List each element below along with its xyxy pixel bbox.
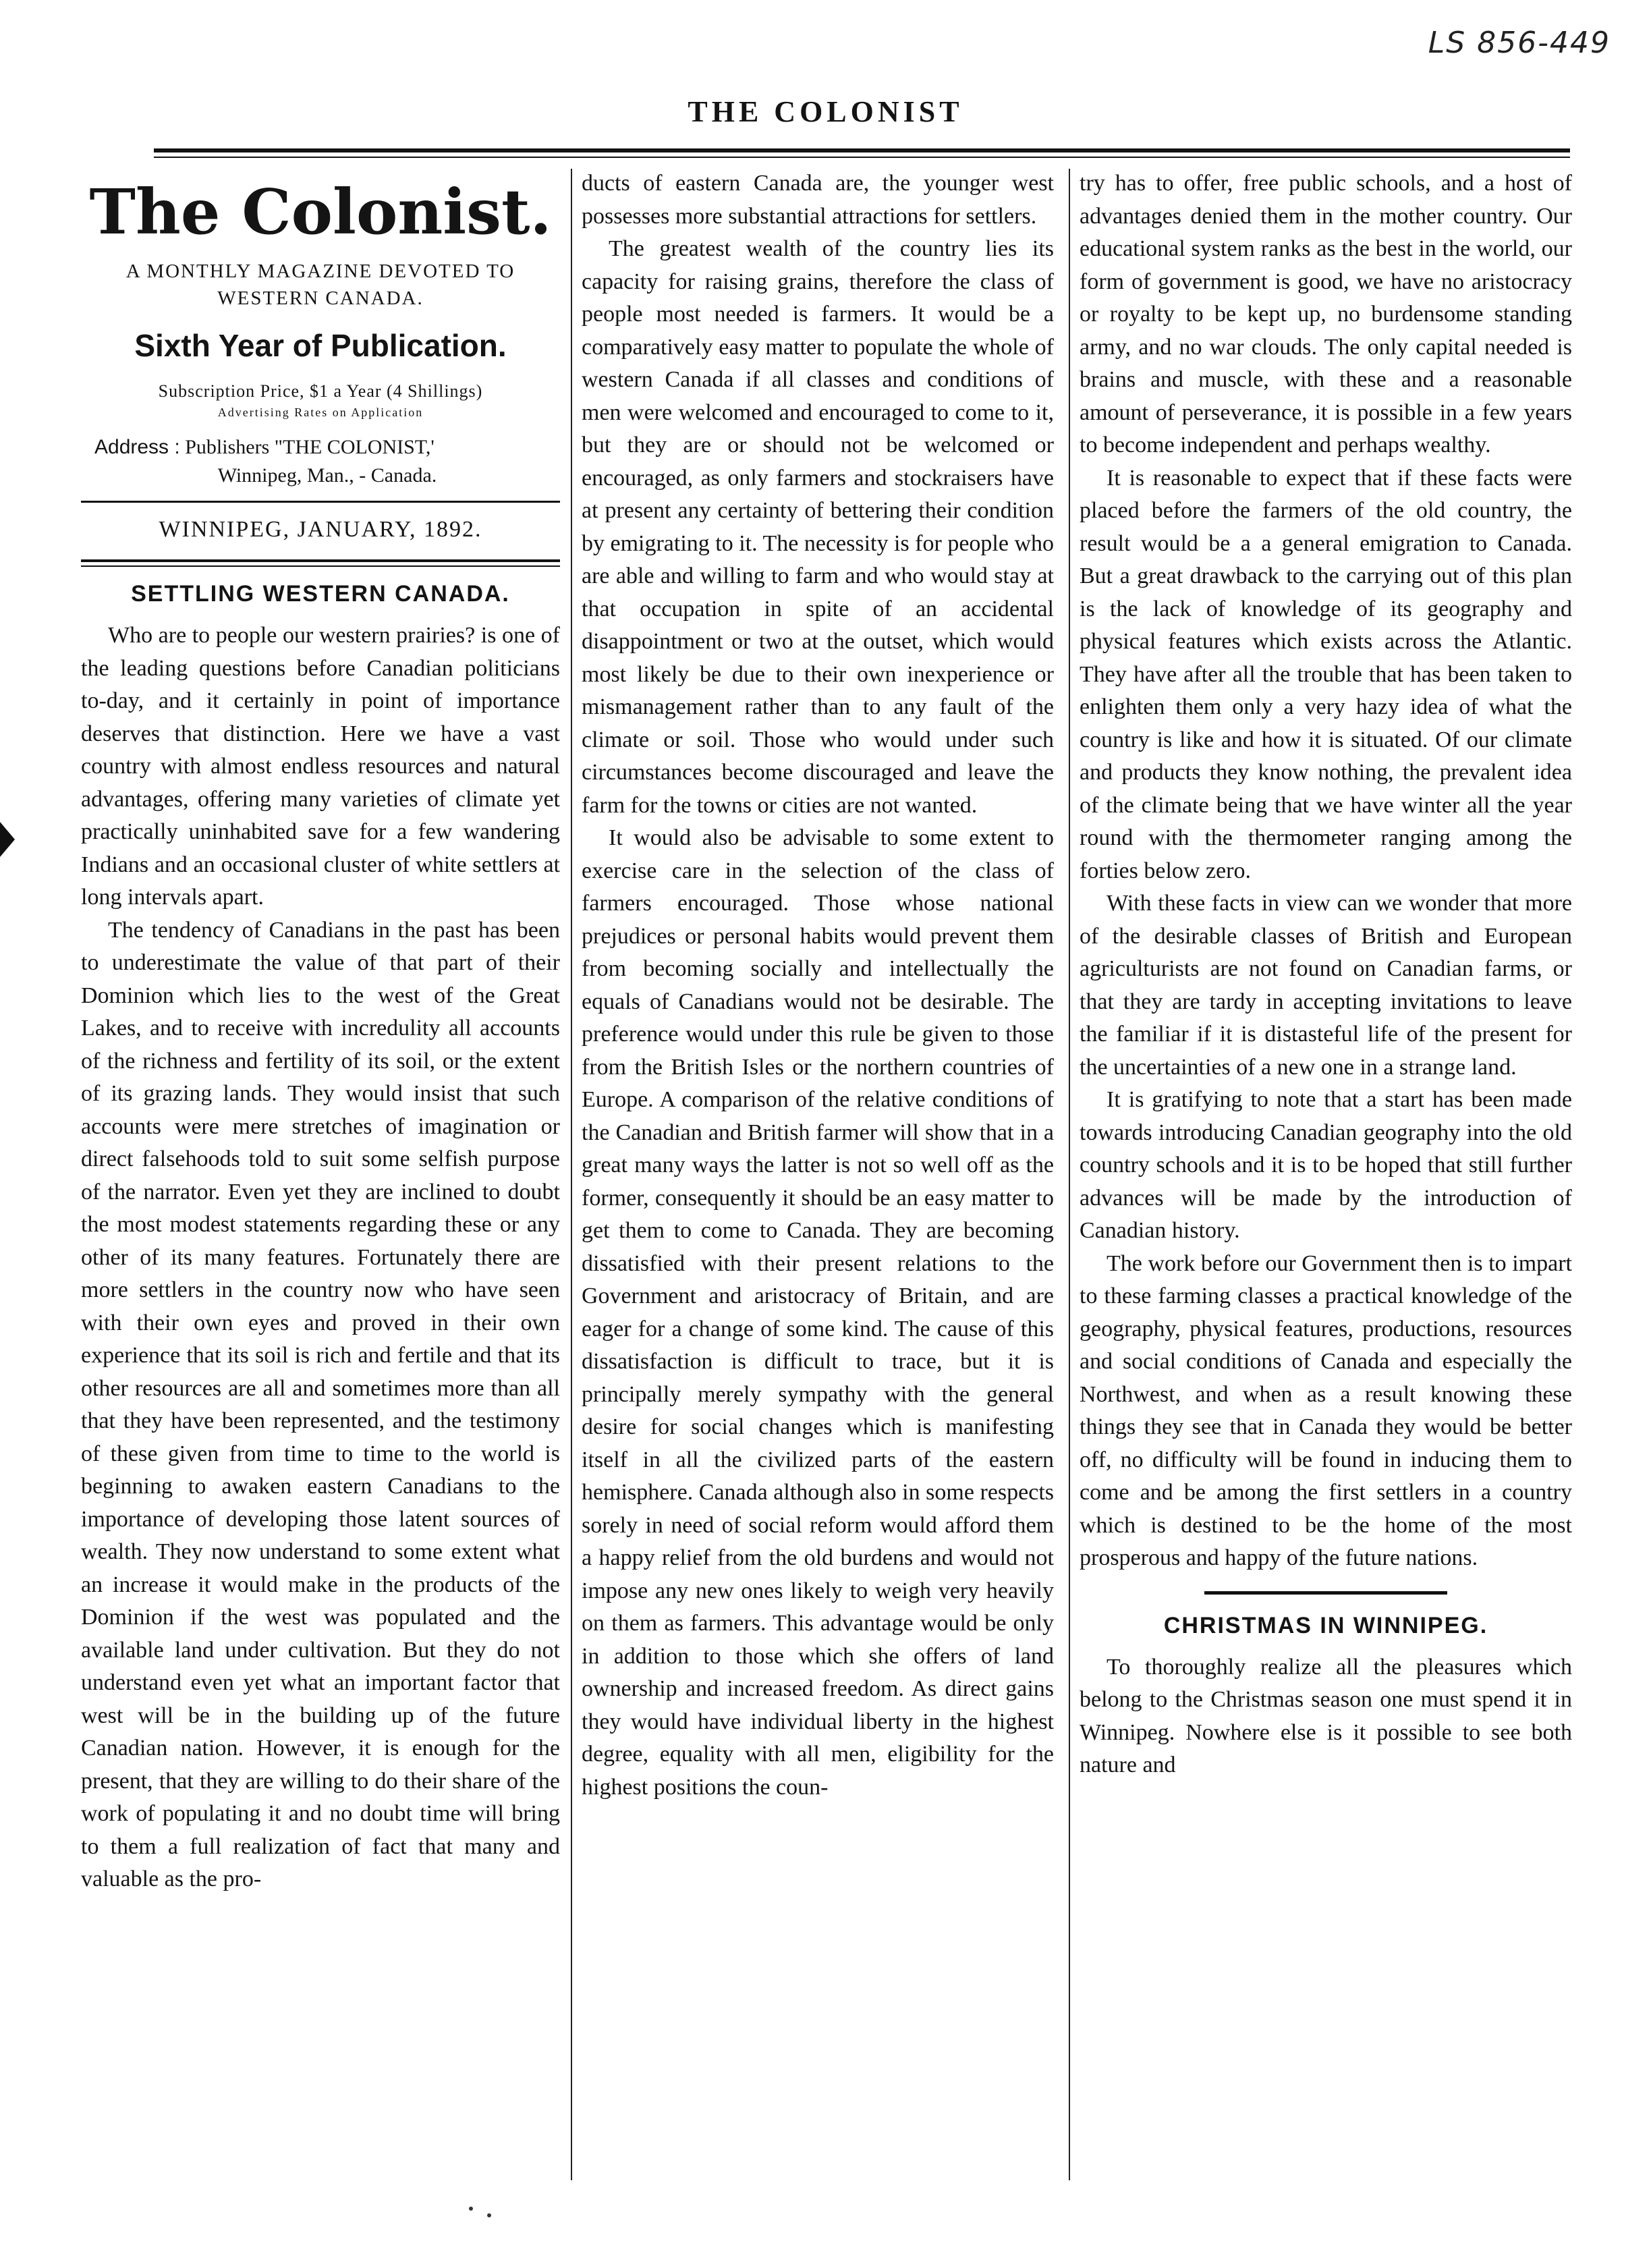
masthead-tagline: A MONTHLY MAGAZINE DEVOTED TO WESTERN CANADA.: [125, 260, 515, 309]
dateline: WINNIPEG, JANUARY, 1892.: [159, 517, 482, 542]
article-paragraph: It would also be advisable to some extent to exercise care in the selection of the class of farmers encouraged. Those whose national prejudices or personal habits would prevent them from becoming socially and intellectually the equals of Canadians would not be desirable. The preference would under this rule be given to those from the British Isles or the northern countries of Europe. A comparison of the relative conditions of the Canadian and British farmer will show that in a great many ways the latter is not so well off as the former, consequently it should be an easy matter to get them to come to Canada. They are becoming dissatisfied with their present relations to the Government and aristocracy of Britain, and are eager for a change of some kind. The cause of this dissatisfaction is difficult to trace, but it is principally merely sympathy with the general desire for social changes which is manifesting itself in all the civilized parts of the eastern hemisphere. Canada although also in some respects sorely in need of social reform would afford them a happy relief from the old burdens and would not impose any new ones likely to weigh very heavily on them as farmers. This advantage would be only in addition to those which she offers of land ownership and increased freedom. As direct gains they would have individual liberty in the highest degree, equality with all men, eligibility for the highest positions the coun-: [582, 825, 1054, 1800]
article-paragraph: ducts of eastern Canada are, the younger west possesses more substantial attractions for settlers.: [582, 171, 1054, 229]
column-1: [81, 167, 560, 2180]
masthead-title: The Colonist.: [89, 175, 552, 248]
article-paragraph: With these facts in view can we wonder that more of the desirable classes of British and European agriculturists are not found on Canadian farms, or that they are tardy in accepting invitations to leave the familiar if it is distasteful life of the present for the uncertainties of a new one in a strange land.: [1080, 891, 1572, 1080]
column-3: [1080, 167, 1572, 2180]
article-paragraph: try has to offer, free public schools, and a host of advantages denied them in the mother country. Our educational system ranks as the best in the world, our form of government is good, we have no aristocracy or royalty to be kept up, no burdensome standing army, and no war clouds. The only capital needed is brains and muscle, with these and a reasonable amount of perseverance, it is possible in a few years to become independent and perhaps wealthy.: [1080, 171, 1572, 458]
ink-speck: [469, 2207, 473, 2211]
address-label: Address :: [94, 436, 180, 458]
header-rule: [154, 148, 1570, 158]
divider: [81, 559, 560, 567]
archive-reference: LS 856-449: [1428, 26, 1611, 60]
article-paragraph: It is reasonable to expect that if these facts were placed before the farmers of the old country, the result would be a a general emigration to Canada. But a great drawback to the carrying out of this plan is the lack of knowledge of its geography and physical features which exists across the Atlantic. They have after all the trouble that has been taken to enlighten them only a very hazy idea of what the country is like and how it is situated. Of our climate and products they know nothing, the prevalent idea of the climate being that we have winter all the year round with the thermometer ranging among the forties below zero.: [1080, 465, 1572, 883]
running-head: THE COLONIST: [688, 95, 963, 128]
publication-year: Sixth Year of Publication.: [134, 328, 507, 363]
article-paragraph: The greatest wealth of the country lies its capacity for raising grains, therefore the class of people most needed is farmers. It would be a comparatively easy matter to populate the whole of western Canada if all classes and conditions of men were welcomed and encouraged to come to it, but they are or should not be welcomed or encouraged, as only farmers and stockraisers have at present any certainty of bettering their condition by emigrating to it. The necessity is for people who are able and willing to farm and who would stay at that occupation in spite of an accidental disappointment or two at the outset, which would most likely be due to their own inexperience or mismanagement rather than to any fault of the climate or soil. Those who would under such circumstances become discouraged and leave the farm for the towns or cities are not wanted.: [582, 236, 1055, 818]
column-divider: [1069, 169, 1070, 2180]
article-title: CHRISTMAS IN WINNIPEG.: [1163, 1612, 1488, 1638]
article-paragraph: It is gratifying to note that a start has been made towards introducing Canadian geography into the old country schools and it is to be hoped that still further advances will be made by the introduction of Canadian history.: [1080, 1087, 1572, 1243]
column-2: [582, 167, 1054, 2180]
divider: [1204, 1591, 1447, 1595]
address-line-2: Winnipeg, Man., - Canada.: [217, 464, 437, 487]
column-divider: [571, 169, 572, 2180]
margin-arrow-icon: [0, 822, 15, 857]
publisher-address: [81, 433, 560, 490]
article-title: SETTLING WESTERN CANADA.: [131, 581, 510, 607]
article-paragraph: The tendency of Canadians in the past has been to underestimate the value of that part of their Dominion which lies to the west of the Great Lakes, and to receive with incredulity all accounts of the richness and fertility of its soil, or the extent of its grazing lands. They would insist that such accounts were mere stretches of imagination or direct falsehoods told to suit some selfish purpose of the narrator. Even yet they are inclined to doubt the most modest statements regarding these or any other of its many features. Fortunately there are more settlers in the country now who have seen with their own eyes and proved in their own experience that its soil is rich and fertile and that its other resources are all and sometimes more than all that they have been represented, and the testimony of these given from time to time to the world is beginning to awaken eastern Canadians to the importance of developing those latent sources of wealth. They now understand to some extent what an increase it would make in the products of the Dominion if the west was populated and the available land under cultivation. But they do not understand even yet what an important factor that west will be in the building up of the future Canadian nation. However, it is enough for the present, that they are willing to do their share of the work of populating it and no doubt time will bring to them a full realization of fact that many and valuable as the pro-: [81, 917, 560, 1891]
advertising-rates: Advertising Rates on Application: [217, 406, 424, 419]
address-line-1: Publishers "THE COLONIST,': [185, 436, 435, 458]
article-paragraph: Who are to people our western prairies? is one of the leading questions before Canadian politicians to-day, and it certainly in point of importance deserves that distinction. Here we have a vast country with almost endless resources and natural advantages, offering many varieties of climate yet practically uninhabited save for a few wandering Indians and an occasional cluster of white settlers at long intervals apart.: [81, 623, 560, 910]
article-paragraph: The work before our Government then is to impart to these farming classes a practical knowledge of the geography, physical features, productions, resources and social conditions of Canada and especially the Northwest, and when as a result knowing these things they see that in Canada they would be better off, no difficulty will be found in inducing them to come and be among the first settlers in a country which is destined to be the home of the most prosperous and happy of the future nations.: [1080, 1250, 1572, 1570]
article-paragraph: To thoroughly realize all the pleasures which belong to the Christmas season one must spend it in Winnipeg. Nowhere else is it possible to see both nature and: [1080, 1654, 1572, 1777]
ink-speck: [487, 2213, 491, 2217]
subscription-price: Subscription Price, $1 a Year (4 Shillings): [158, 381, 483, 401]
divider: [81, 501, 560, 503]
